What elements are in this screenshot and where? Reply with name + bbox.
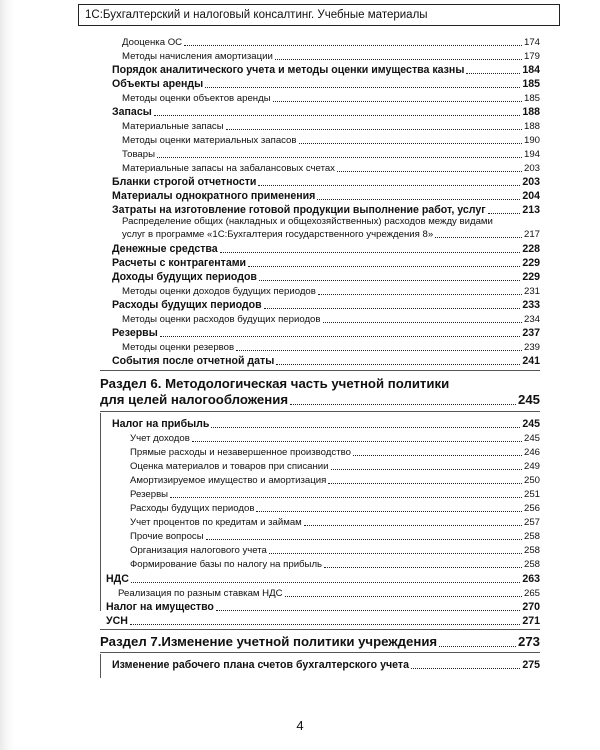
toc-entry-title: Порядок аналитического учета и методы оценки имущества казны xyxy=(112,64,465,76)
toc-leader-dots xyxy=(318,293,522,295)
toc-entry-title: Методы оценки расходов будущих периодов xyxy=(122,314,321,325)
toc-leader-dots xyxy=(157,156,522,158)
toc-leader-dots xyxy=(439,645,516,647)
toc-leader-dots xyxy=(170,496,522,498)
toc-entry-page: 258 xyxy=(523,545,540,556)
toc-entry-title: Расходы будущих периодов xyxy=(112,299,262,311)
toc-leader-dots xyxy=(285,595,522,597)
toc-entry-page: 179 xyxy=(523,51,540,62)
toc-leader-dots xyxy=(130,623,520,625)
toc-entry-title: Реализация по разным ставкам НДС xyxy=(118,588,283,599)
toc-entry-page: 203 xyxy=(522,176,540,188)
toc-leader-dots xyxy=(259,279,520,281)
toc-entry-page: 249 xyxy=(523,461,540,472)
toc-leader-dots xyxy=(317,198,520,200)
toc-entry[interactable] xyxy=(112,242,540,256)
toc-entry-page: 204 xyxy=(522,190,540,202)
toc-entry-title: Денежные средства xyxy=(112,243,218,255)
toc-entry-title: Учет доходов xyxy=(130,433,190,444)
toc-entry-page: 174 xyxy=(523,37,540,48)
toc-entry-title: Методы оценки объектов аренды xyxy=(122,93,271,104)
toc-entry-page: 239 xyxy=(523,342,540,353)
toc-leader-dots xyxy=(160,335,521,337)
toc-entry-page: 188 xyxy=(523,121,540,132)
toc-entry[interactable] xyxy=(112,63,540,77)
toc-section-title: Раздел 7.Изменение учетной политики учреждения xyxy=(100,634,438,649)
toc-entry-title: Налог на имущество xyxy=(106,601,214,613)
toc-entry-page: 250 xyxy=(523,475,540,486)
toc-entry-page: 245 xyxy=(522,418,540,430)
toc-entry-page: 188 xyxy=(522,106,540,118)
toc-entry[interactable] xyxy=(112,105,540,119)
running-header xyxy=(78,4,560,26)
toc-entry-title: Налог на прибыль xyxy=(112,418,210,430)
toc-leader-dots xyxy=(216,609,520,611)
toc-leader-dots xyxy=(275,58,522,60)
toc-entry-title: Методы начисления амортизации xyxy=(122,51,273,62)
toc-entry-page: 217 xyxy=(523,229,540,240)
toc-entry-page: 229 xyxy=(522,257,540,269)
toc-entry-title: Методы оценки материальных запасов xyxy=(122,135,297,146)
toc-entry-page: 185 xyxy=(523,93,540,104)
page-number: 4 xyxy=(296,718,304,733)
toc-entry-page: 190 xyxy=(523,135,540,146)
toc-entry[interactable] xyxy=(112,298,540,312)
toc-leader-dots xyxy=(290,403,516,405)
toc-entry-page: 241 xyxy=(522,355,540,367)
toc-leader-dots xyxy=(353,454,522,456)
toc-leader-dots xyxy=(331,468,522,470)
toc-leader-dots xyxy=(488,212,521,214)
section-divider xyxy=(100,629,540,630)
toc-entry[interactable] xyxy=(130,487,540,501)
toc-entry[interactable] xyxy=(112,417,540,431)
toc-entry-page: 213 xyxy=(522,204,540,216)
toc-entry[interactable] xyxy=(106,600,540,614)
toc-entry-title: Запасы xyxy=(112,106,152,118)
toc-leader-dots xyxy=(435,236,522,238)
toc-entry[interactable] xyxy=(112,203,540,217)
toc-entry-title: Прямые расходы и незавершенное производство xyxy=(130,447,351,458)
toc-entry[interactable] xyxy=(122,91,540,105)
toc-entry[interactable] xyxy=(122,312,540,326)
toc-leader-dots xyxy=(323,321,522,323)
toc-entry[interactable] xyxy=(122,147,540,161)
toc-entry-title: Методы оценки доходов будущих периодов xyxy=(122,286,316,297)
toc-entry-title: Организация налогового учета xyxy=(130,545,267,556)
toc-entry-page: 185 xyxy=(522,78,540,90)
section-left-rule xyxy=(100,654,101,678)
toc-entry[interactable] xyxy=(122,49,540,63)
toc-leader-dots xyxy=(273,100,522,102)
toc-entry-title: Амортизируемое имущество и амортизация xyxy=(130,475,327,486)
toc-entry[interactable] xyxy=(122,227,540,241)
toc-entry-page: 231 xyxy=(523,286,540,297)
toc-leader-dots xyxy=(258,184,520,186)
toc-entry-title-first-line: Распределение общих (накладных и общехозяйственных) расходов между видами xyxy=(122,216,493,227)
toc-leader-dots xyxy=(328,482,522,484)
toc-entry-page: 265 xyxy=(523,588,540,599)
toc-entry-title: Резервы xyxy=(112,327,158,339)
toc-entry-page: 245 xyxy=(523,433,540,444)
toc-entry-title: Дооценка ОС xyxy=(122,37,183,48)
toc-entry[interactable] xyxy=(122,35,540,49)
toc-entry-title: Объекты аренды xyxy=(112,78,204,90)
toc-entry[interactable] xyxy=(112,77,540,91)
toc-leader-dots xyxy=(236,349,522,351)
section-left-rule xyxy=(100,413,101,611)
toc-entry[interactable] xyxy=(130,445,540,459)
toc-section-title: для целей налогообложения xyxy=(100,392,289,407)
toc-entry-page: 257 xyxy=(523,517,540,528)
toc-entry[interactable] xyxy=(122,161,540,175)
toc-entry[interactable] xyxy=(118,586,540,600)
toc-entry-title: Расчеты с контрагентами xyxy=(112,257,247,269)
toc-section-entry[interactable] xyxy=(100,390,540,408)
toc-entry-page: 258 xyxy=(523,531,540,542)
section-divider xyxy=(100,652,540,653)
toc-entry[interactable] xyxy=(130,529,540,543)
toc-entry-page: 256 xyxy=(523,503,540,514)
toc-entry[interactable] xyxy=(130,557,540,571)
toc-entry-title: Материальные запасы на забалансовых счетах xyxy=(122,163,335,174)
toc-entry[interactable] xyxy=(106,572,540,586)
toc-entry-page: 234 xyxy=(523,314,540,325)
toc-entry-title: Затраты на изготовление готовой продукции выполнение работ, услуг xyxy=(112,204,486,216)
toc-entry-title: Формирование базы по налогу на прибыль xyxy=(130,559,323,570)
toc-entry[interactable] xyxy=(112,326,540,340)
toc-leader-dots xyxy=(269,552,522,554)
toc-leader-dots xyxy=(192,440,522,442)
toc-entry[interactable] xyxy=(112,354,540,368)
toc-entry-title: Методы оценки резервов xyxy=(122,342,235,353)
toc-entry[interactable] xyxy=(106,614,540,628)
toc-entry[interactable] xyxy=(112,175,540,189)
toc-section-entry[interactable] xyxy=(100,632,540,650)
section-heading-first-line: Раздел 6. Методологическая часть учетной политики xyxy=(100,376,450,391)
toc-entry-page: 251 xyxy=(523,489,540,500)
toc-entry-page: 184 xyxy=(522,64,540,76)
toc-leader-dots xyxy=(324,566,522,568)
toc-leader-dots xyxy=(184,44,522,46)
toc-entry[interactable] xyxy=(122,284,540,298)
toc-entry-page: 233 xyxy=(522,299,540,311)
toc-entry-page: 194 xyxy=(523,149,540,160)
toc-entry-page: 237 xyxy=(522,327,540,339)
toc-entry-title: Резервы xyxy=(130,489,169,500)
section-divider xyxy=(100,370,540,371)
toc-entry-title: Материалы однократного применения xyxy=(112,190,316,202)
toc-entry[interactable] xyxy=(112,658,540,672)
running-header-title: 1С:Бухгалтерский и налоговый консалтинг. Учебные материалы xyxy=(85,9,428,21)
toc-leader-dots xyxy=(211,426,520,428)
toc-entry-title: НДС xyxy=(106,573,129,585)
toc-leader-dots xyxy=(226,128,522,130)
toc-entry[interactable] xyxy=(130,515,540,529)
toc-leader-dots xyxy=(131,581,520,583)
toc-entry[interactable] xyxy=(112,256,540,270)
toc-entry-title: услуг в программе «1С:Бухгалтерия государственного учреждения 8» xyxy=(122,229,434,240)
toc-entry-title: Учет процентов по кредитам и займам xyxy=(130,517,302,528)
toc-entry[interactable] xyxy=(130,543,540,557)
toc-entry-title: Доходы будущих периодов xyxy=(112,271,257,283)
toc-entry-page: 263 xyxy=(522,573,540,585)
toc-entry-page: 246 xyxy=(523,447,540,458)
toc-entry-title: Изменение рабочего плана счетов бухгалтерского учета xyxy=(112,659,409,671)
toc-entry[interactable] xyxy=(112,189,540,203)
toc-leader-dots xyxy=(411,667,520,669)
toc-leader-dots xyxy=(205,86,520,88)
toc-entry[interactable] xyxy=(130,501,540,515)
toc-entry-title: Товары xyxy=(122,149,156,160)
toc-entry[interactable] xyxy=(122,119,540,133)
toc-entry[interactable] xyxy=(112,270,540,284)
toc-entry[interactable] xyxy=(130,473,540,487)
toc-entry-title: УСН xyxy=(106,615,128,627)
toc-leader-dots xyxy=(337,170,522,172)
toc-entry-page: 228 xyxy=(522,243,540,255)
toc-entry-page: 271 xyxy=(522,615,540,627)
toc-leader-dots xyxy=(466,72,520,74)
toc-section-page: 245 xyxy=(517,392,540,407)
toc-entry-page: 258 xyxy=(523,559,540,570)
toc-entry-title: События после отчетной даты xyxy=(112,355,275,367)
toc-entry-page: 275 xyxy=(522,659,540,671)
toc-entry-title: Расходы будущих периодов xyxy=(130,503,255,514)
toc-leader-dots xyxy=(206,538,522,540)
toc-entry-page: 229 xyxy=(522,271,540,283)
toc-leader-dots xyxy=(299,142,522,144)
toc-leader-dots xyxy=(264,307,521,309)
toc-section-page: 273 xyxy=(517,634,540,649)
toc-entry[interactable] xyxy=(130,431,540,445)
toc-entry-title: Материальные запасы xyxy=(122,121,224,132)
toc-entry-title: Бланки строгой отчетности xyxy=(112,176,257,188)
toc-leader-dots xyxy=(220,251,521,253)
toc-entry-page: 203 xyxy=(523,163,540,174)
toc-entry-title: Оценка материалов и товаров при списании xyxy=(130,461,329,472)
toc-entry[interactable] xyxy=(130,459,540,473)
toc-leader-dots xyxy=(276,363,520,365)
toc-entry-page: 270 xyxy=(522,601,540,613)
section-divider xyxy=(100,411,540,412)
toc-leader-dots xyxy=(256,510,522,512)
toc-leader-dots xyxy=(304,524,522,526)
toc-leader-dots xyxy=(248,265,520,267)
toc-entry[interactable] xyxy=(122,340,540,354)
toc-entry[interactable] xyxy=(122,133,540,147)
toc-entry-title: Прочие вопросы xyxy=(130,531,204,542)
toc-leader-dots xyxy=(154,114,521,116)
